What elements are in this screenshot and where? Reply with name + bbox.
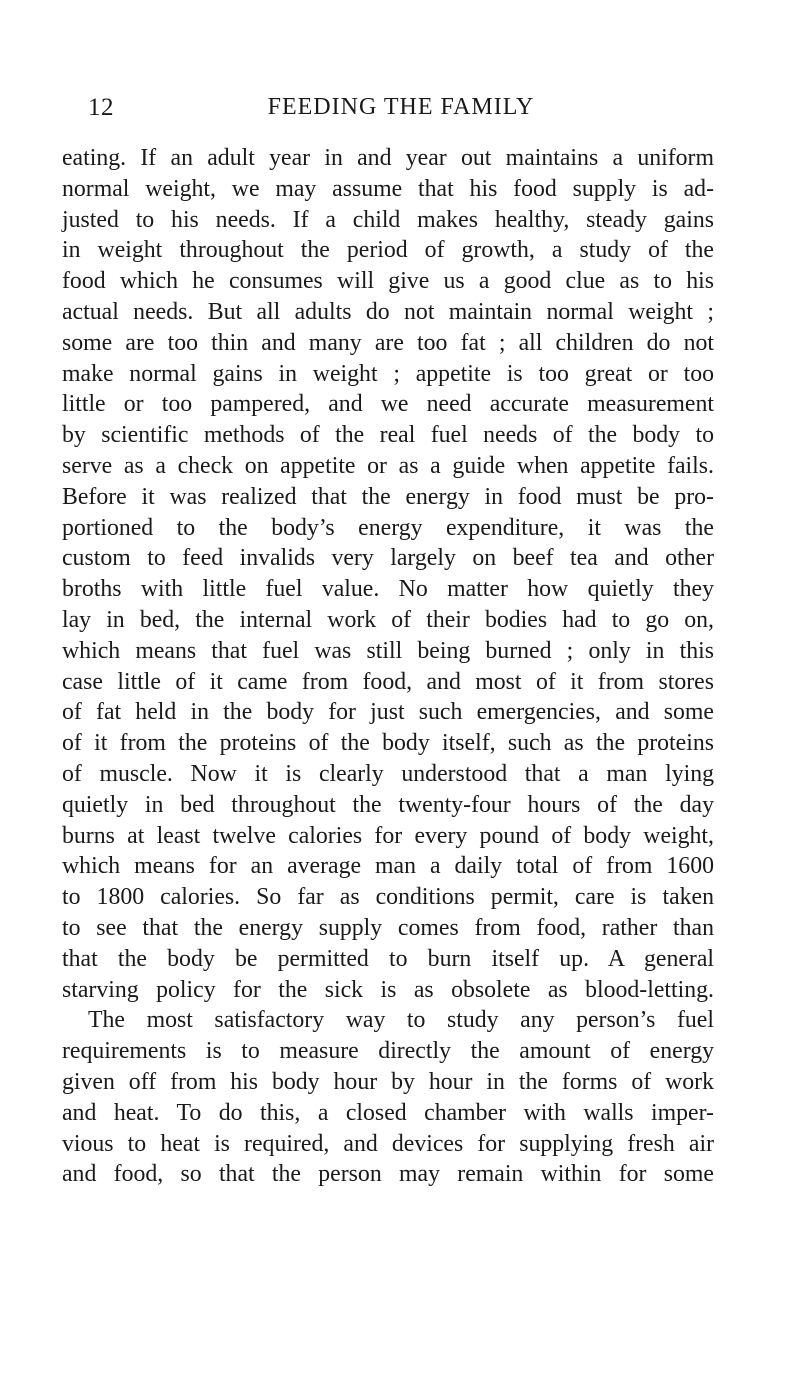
paragraph-first-line: The most satisfactory way to study any person’s fuel [88,1007,714,1034]
text-line: that the body be permitted to burn itself up. A general [62,945,714,972]
text-line: eating. If an adult year in and year out maintains a uniform [62,145,714,171]
text-line: of it from the proteins of the body itself, such as the proteins [62,730,714,757]
text-line: of fat held in the body for just such emergencies, and some [62,699,714,726]
text-line: burns at least twelve calories for every pound of body weight, [62,822,714,849]
text-line: to 1800 calories. So far as conditions permit, care is taken [62,884,714,911]
text-line: which means that fuel was still being burned ; only in this [62,637,714,664]
text-line: custom to feed invalids very largely on beef tea and other [62,545,714,572]
text-line: lay in bed, the internal work of their bodies had to go on, [62,606,714,633]
text-line: quietly in bed throughout the twenty-four hours of the day [62,791,714,818]
text-line: Before it was realized that the energy in food must be pro- [62,483,714,510]
text-line: make normal gains in weight ; appetite is too great or too [62,360,714,387]
text-line: broths with little fuel value. No matter how quietly they [62,576,714,603]
text-line: food which he consumes will give us a good clue as to his [62,268,714,295]
page-header [88,94,714,128]
text-line: actual needs. But all adults do not maintain normal weight ; [62,298,714,325]
text-line: of muscle. Now it is clearly understood that a man lying [62,760,714,787]
page-number: 12 [88,94,114,121]
text-line: serve as a check on appetite or as a guide when appetite fails. [62,452,714,479]
text-line: by scientific methods of the real fuel needs of the body to [62,422,714,449]
text-line: given off from his body hour by hour in the forms of work [62,1068,714,1095]
body-text [62,143,714,1190]
text-line: some are too thin and many are too fat ; all children do not [62,329,714,356]
text-line: case little of it came from food, and most of it from stores [62,668,714,695]
text-line: normal weight, we may assume that his food supply is ad- [62,175,714,202]
text-line: requirements is to measure directly the amount of energy [62,1038,714,1065]
running-title: FEEDING THE FAMILY [267,94,535,120]
text-line: starving policy for the sick is as obsolete as blood-letting. [62,976,714,1003]
text-line: little or too pampered, and we need accurate measurement [62,391,714,418]
text-line: which means for an average man a daily total of from 1600 [62,853,714,880]
text-line: and heat. To do this, a closed chamber with walls imper- [62,1099,714,1126]
text-line: to see that the energy supply comes from food, rather than [62,914,714,941]
text-line: portioned to the body’s energy expenditure, it was the [62,514,714,541]
text-line: justed to his needs. If a child makes healthy, steady gains [62,206,714,233]
text-line: vious to heat is required, and devices for supplying fresh air [62,1130,714,1157]
text-line: in weight throughout the period of growth, a study of the [62,237,714,264]
text-line: and food, so that the person may remain within for some [62,1161,714,1188]
